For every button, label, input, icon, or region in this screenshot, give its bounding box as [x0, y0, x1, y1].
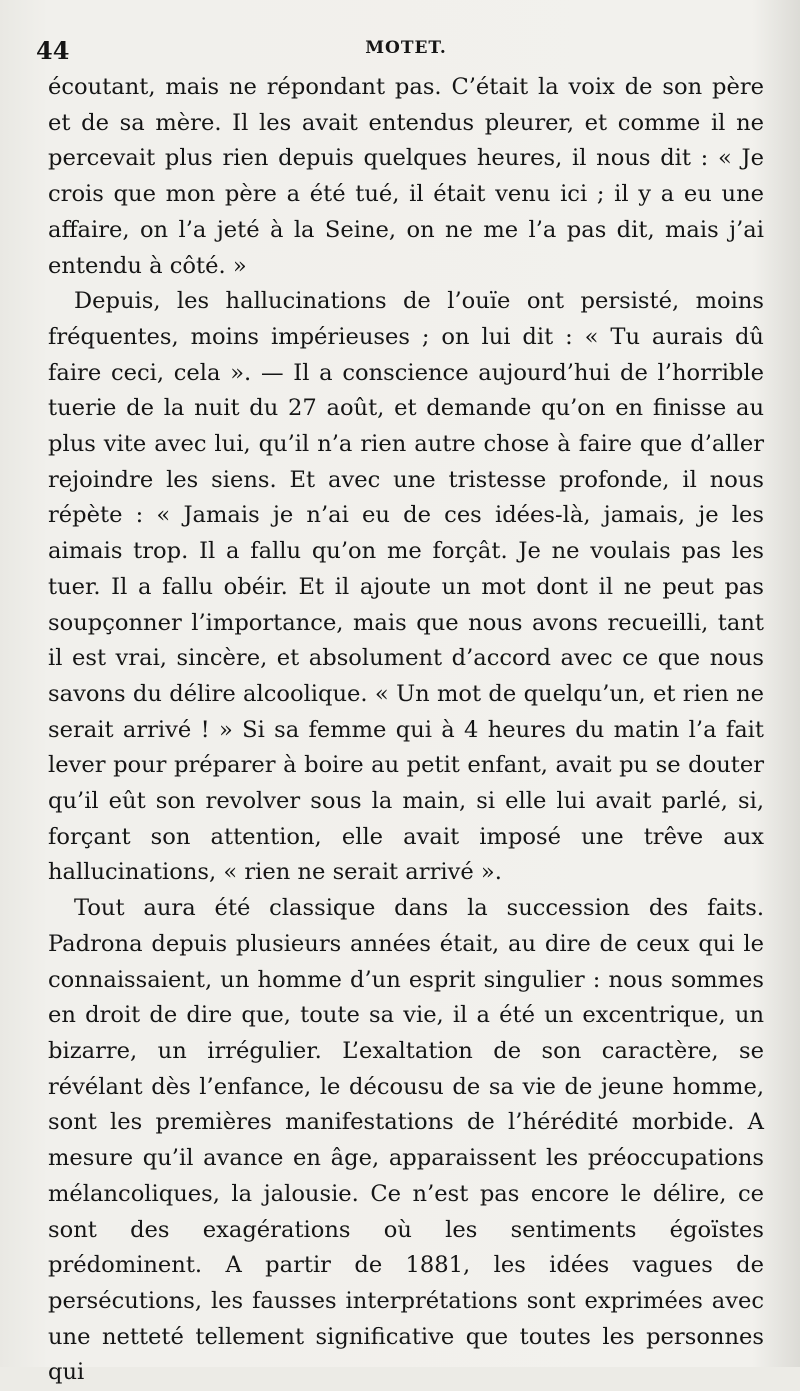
paragraph-1: écoutant, mais ne répondant pas. C’était la voix de son père et de sa mère. Il les avait entendus pleurer, et comme il ne percevait plus rien depuis quelques heures, il nous dit : « Je crois que mon père a été tué, il était venu ici ; il y a eu une affaire, on l’a jeté à la Seine, on ne me l’a pas dit, mais j’ai entendu à côté. » [48, 74, 764, 279]
page-header [36, 30, 764, 70]
paragraph-3: Tout aura été classique dans la succession des faits. Padrona depuis plusieurs années était, au dire de ceux qui le connaissaient, un homme d’un esprit singulier : nous sommes en droit de dire que, toute sa vie, il a été un excentrique, un bizarre, un irrégulier. L’exaltation de son caractère, se révélant dès l’enfance, le décousu de sa vie de jeune homme, sont les premières manifestations de l’hérédité morbide. A mesure qu’il avance en âge, apparaissent les préoccupations mélancoliques, la jalousie. Ce n’est pas encore le délire, ce sont des exagérations où les sentiments égoïstes prédominent. A partir de 1881, les idées vagues de persécutions, les fausses interprétations sont exprimées avec une netteté tellement significative que toutes les personnes qui [48, 895, 764, 1386]
running-head: MOTET. [365, 38, 447, 58]
body-text [48, 70, 764, 1391]
paragraph-2: Depuis, les hallucinations de l’ouïe ont persisté, moins fréquentes, moins impérieuses ; on lui dit : « Tu aurais dû faire ceci, cela ». — Il a conscience aujourd’hui de l’horrible tuerie de la nuit du 27 août, et demande qu’on en finisse au plus vite avec lui, qu’il n’a rien autre chose à faire que d’aller rejoindre les siens. Et avec une tristesse profonde, il nous répète : « Jamais je n’ai eu de ces idées-là, jamais, je les aimais trop. Il a fallu qu’on me forçât. Je ne voulais pas les tuer. Il a fallu obéir. Et il ajoute un mot dont il ne peut pas soupçonner l’importance, mais que nous avons recueilli, tant il est vrai, sincère, et absolument d’accord avec ce que nous savons du délire alcoolique. « Un mot de quelqu’un, et rien ne serait arrivé ! » Si sa femme qui à 4 heures du matin l’a fait lever pour préparer à boire au petit enfant, avait pu se douter qu’il eût son revolver sous la main, si elle lui avait parlé, si, forçant son attention, elle avait imposé une trêve aux hallucinations, « rien ne serait arrivé ». [48, 288, 764, 886]
page-number: 44 [36, 36, 70, 65]
